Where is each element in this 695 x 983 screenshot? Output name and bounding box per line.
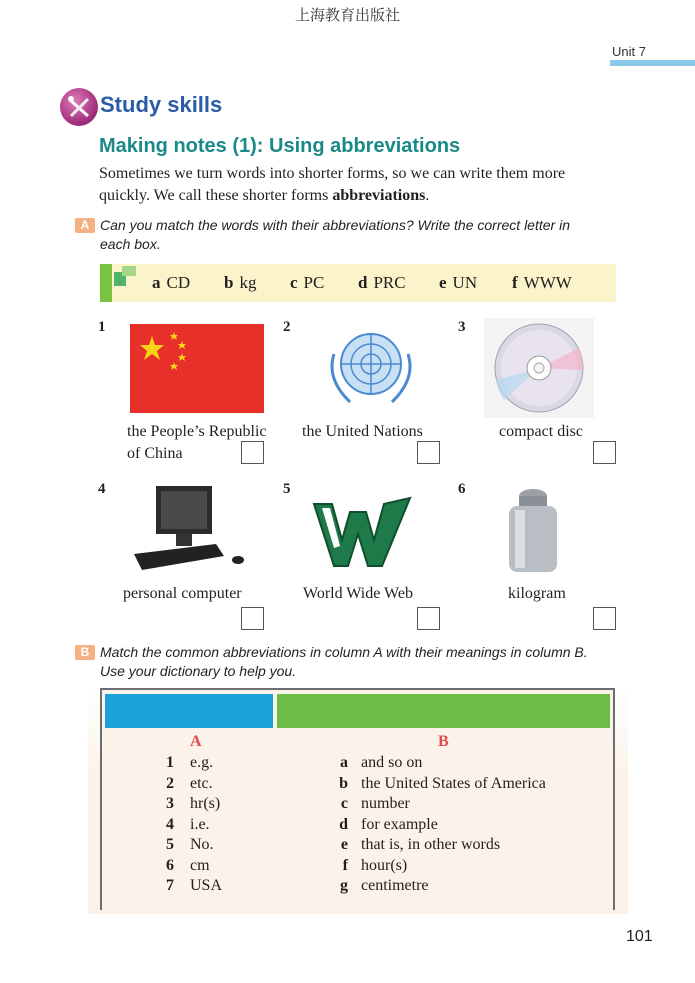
list-item: g centimetre <box>340 877 429 894</box>
item-caption: World Wide Web <box>303 585 413 602</box>
item-caption: the United Nations <box>302 423 423 440</box>
option-f: f WWW <box>512 273 572 292</box>
abbreviation-options-bar <box>100 264 616 302</box>
section-title: Study skills <box>100 92 223 117</box>
item-caption: the People’s Republic of China <box>127 423 267 462</box>
www-logo-image <box>310 490 414 568</box>
compact-disc-image <box>484 318 594 418</box>
computer-image <box>124 482 254 580</box>
column-a-header-bar <box>105 694 273 728</box>
answer-box-3[interactable] <box>593 441 616 464</box>
column-b-heading: B <box>438 733 449 750</box>
unit-underline <box>610 60 695 66</box>
exercise-b-tag: B <box>75 645 95 660</box>
column-a-heading: A <box>190 733 202 750</box>
list-item: 1 e.g. <box>166 754 214 771</box>
list-item: f hour(s) <box>342 856 408 874</box>
list-item: 5 No. <box>166 836 214 853</box>
column-b-header-bar <box>277 694 610 728</box>
option-a: a CD <box>152 273 191 292</box>
item-number: 5 <box>283 481 291 497</box>
list-item: 3 hr(s) <box>166 795 221 812</box>
column-b-list <box>328 754 546 898</box>
answer-box-1[interactable] <box>241 441 264 464</box>
unit-label: Unit 7 <box>612 44 646 59</box>
item-number: 2 <box>283 319 291 335</box>
list-item: b the United States of America <box>339 774 546 792</box>
exercise-b-instruction: Match the common abbreviations in column A with their meanings in column B. Use your dictionary to help you. <box>100 644 588 679</box>
list-item: a and so on <box>340 754 423 771</box>
item-number: 4 <box>98 481 106 497</box>
list-item: 6 cm <box>166 856 210 874</box>
answer-box-6[interactable] <box>593 607 616 630</box>
list-item: e that is, in other words <box>340 836 501 853</box>
china-flag-image <box>130 324 264 413</box>
list-item: d for example <box>339 815 438 833</box>
column-a-list <box>154 754 222 898</box>
item-caption: personal computer <box>123 585 242 602</box>
option-b: b kg <box>224 273 257 292</box>
option-c: c PC <box>290 273 325 292</box>
kilogram-weight-image <box>505 486 561 578</box>
item-number: 1 <box>98 319 106 335</box>
intro-paragraph: Sometimes we turn words into shorter forms, so we can write them more quickly. We call these shorter forms abbreviations. <box>99 165 566 204</box>
item-caption: kilogram <box>508 585 566 602</box>
page-subtitle: Making notes (1): Using abbreviations <box>99 135 461 157</box>
list-item: 2 etc. <box>166 774 213 792</box>
exercise-a-instruction: Can you match the words with their abbreviations? Write the correct letter in each box. <box>100 217 570 252</box>
page-number: 101 <box>626 928 653 945</box>
list-item: 7 USA <box>166 877 223 894</box>
study-skills-icon <box>60 88 98 126</box>
item-number: 6 <box>458 481 466 497</box>
item-number: 3 <box>458 319 466 335</box>
answer-box-5[interactable] <box>417 607 440 630</box>
answer-box-4[interactable] <box>241 607 264 630</box>
option-d: d PRC <box>358 273 406 292</box>
exercise-a-tag: A <box>75 218 95 233</box>
list-item: c number <box>340 795 410 812</box>
item-caption: compact disc <box>499 423 583 440</box>
un-emblem-image <box>320 324 422 410</box>
option-e: e UN <box>439 273 478 292</box>
list-item: 4 i.e. <box>166 815 210 833</box>
answer-box-2[interactable] <box>417 441 440 464</box>
publisher-header: 上海教育出版社 <box>294 6 400 24</box>
